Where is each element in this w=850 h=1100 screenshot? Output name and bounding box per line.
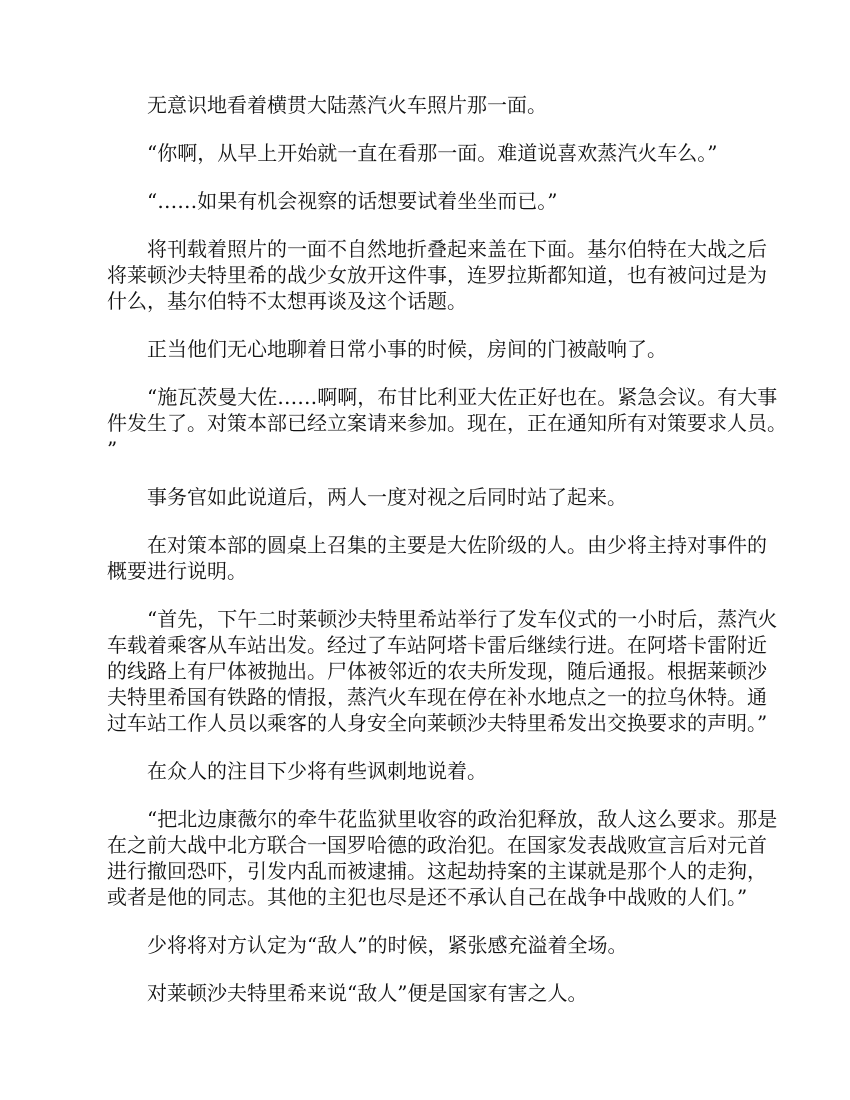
document-body bbox=[107, 92, 783, 1028]
paragraph-7: 事务官如此说道后，两人一度对视之后同时站了起来。 bbox=[147, 485, 627, 509]
paragraph-5: 正当他们无心地聊着日常小事的时候，房间的门被敲响了。 bbox=[147, 337, 667, 361]
paragraph-1: 无意识地看着横贯大陆蒸汽火车照片那一面。 bbox=[147, 93, 547, 117]
paragraph-3: “……如果有机会视察的话想要试着坐坐而已。” bbox=[147, 189, 558, 213]
paragraph-11: “把北边康薇尔的牵牛花监狱里收容的政治犯释放，敌人这么要求。那是在之前大战中北方联合一国罗哈德的政治犯。在国家发表战败宣言后对元首进行撤回恐吓，引发内乱而被逮捕。这起劫持案的主谋就是那个人的走狗，或者是他的同志。其他的主犯也尽是还不承认自己在战争中战败的人们。” bbox=[107, 807, 778, 909]
paragraph-8: 在对策本部的圆桌上召集的主要是大佐阶级的人。由少将主持对事件的概要进行说明。 bbox=[107, 533, 767, 583]
paragraph-9: “首先，下午二时莱顿沙夫特里希站举行了发车仪式的一小时后，蒸汽火车载着乘客从车站出发。经过了车站阿塔卡雷后继续行进。在阿塔卡雷附近的线路上有尸体被抛出。尸体被邻近的农夫所发现，随后通报。根据莱顿沙夫特里希国有铁路的情报，蒸汽火车现在停在补水地点之一的拉乌休特。通过车站工作人员以乘客的人身安全向莱顿沙夫特里希发出交换要求的声明。” bbox=[107, 607, 778, 735]
paragraph-6: “施瓦茨曼大佐……啊啊，布甘比利亚大佐正好也在。紧急会议。有大事件发生了。对策本部已经立案请来参加。现在，正在通知所有对策要求人员。” bbox=[107, 385, 778, 461]
paragraph-12: 少将将对方认定为“敌人”的时候，紧张感充溢着全场。 bbox=[147, 933, 628, 957]
paragraph-13: 对莱顿沙夫特里希来说“敌人”便是国家有害之人。 bbox=[147, 981, 588, 1005]
paragraph-2: “你啊，从早上开始就一直在看那一面。难道说喜欢蒸汽火车么。” bbox=[147, 141, 718, 165]
paragraph-4: 将刊载着照片的一面不自然地折叠起来盖在下面。基尔伯特在大战之后将莱顿沙夫特里希的战少女放开这件事，连罗拉斯都知道，也有被问过是为什么，基尔伯特不太想再谈及这个话题。 bbox=[107, 237, 767, 313]
paragraph-10: 在众人的注目下少将有些讽刺地说着。 bbox=[147, 759, 487, 783]
